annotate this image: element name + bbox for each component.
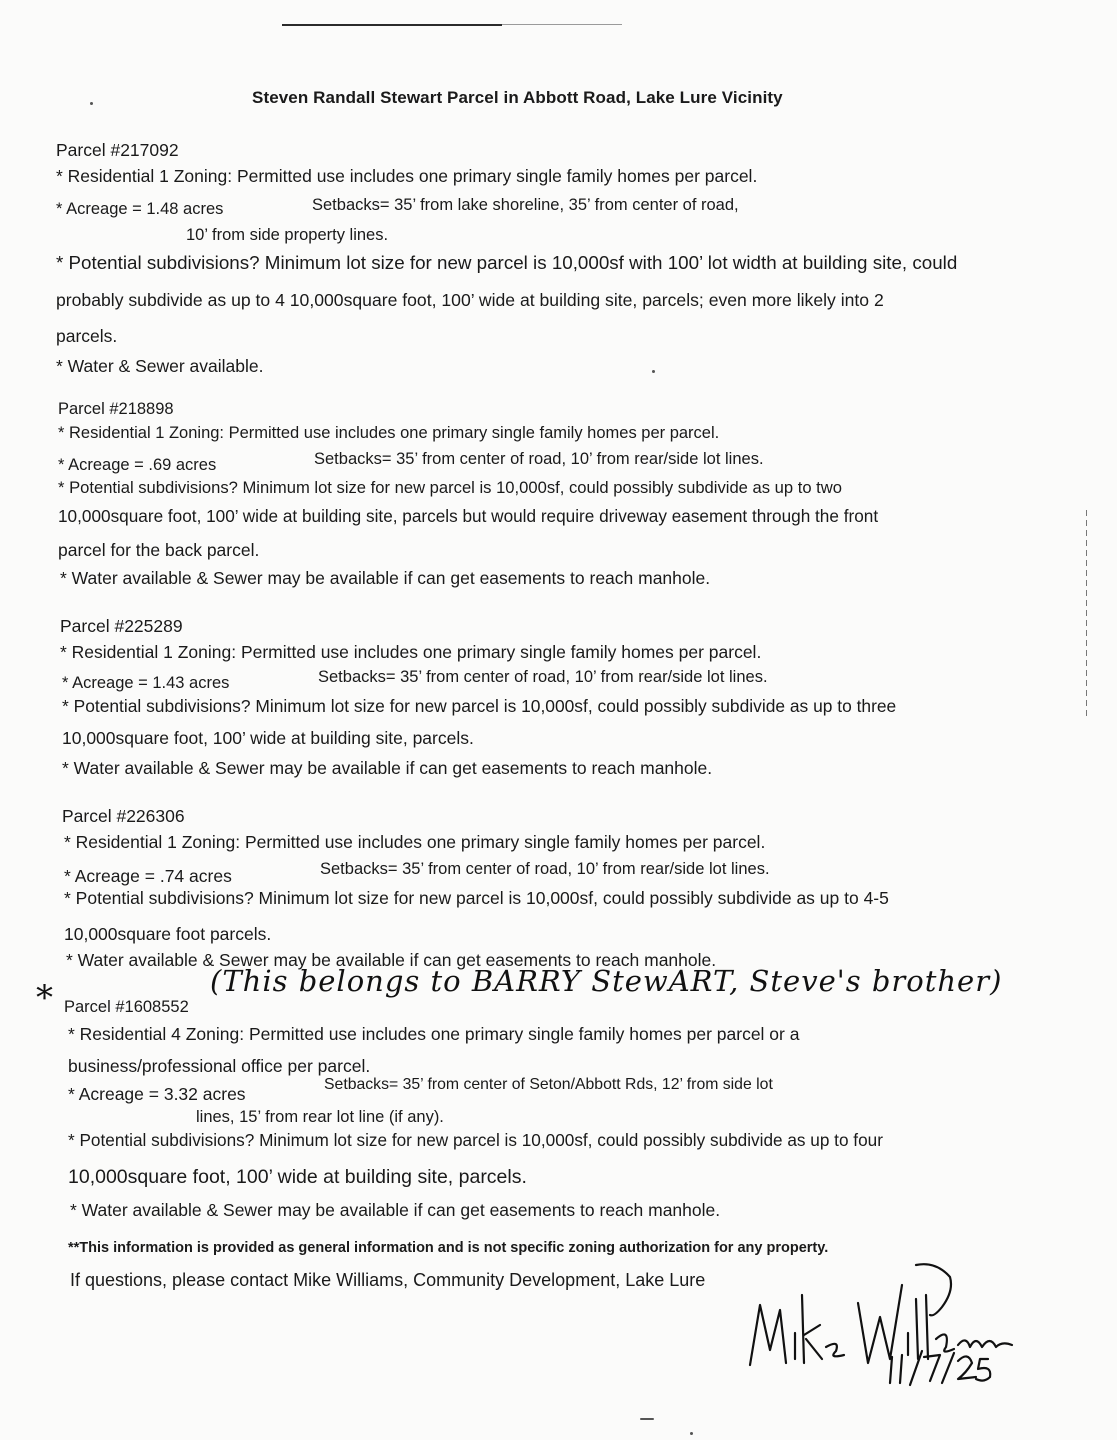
parcel-acreage: * Acreage = 1.43 acres — [62, 674, 230, 692]
parcel-zoning: * Residential 1 Zoning: Permitted use includes one primary single family homes per parcel. — [60, 642, 762, 662]
parcel-acreage: * Acreage = 3.32 acres — [68, 1084, 246, 1104]
parcel-utilities: * Water available & Sewer may be available if can get easements to reach manhole. — [70, 1200, 721, 1220]
parcel-setbacks: Setbacks= 35’ from center of Seton/Abbott Rds, 12’ from side lot — [324, 1076, 773, 1093]
parcel-acreage: * Acreage = .74 acres — [64, 866, 232, 886]
top-rule-faint — [502, 24, 622, 25]
parcel-setbacks: Setbacks= 35’ from center of road, 10’ from rear/side lot lines. — [314, 450, 764, 468]
disclaimer-text: **This information is provided as general information and is not specific zoning authorization for any property. — [68, 1240, 829, 1256]
parcel-heading: Parcel #1608552 — [64, 998, 189, 1016]
parcel-zoning: * Residential 1 Zoning: Permitted use includes one primary single family homes per parcel. — [58, 424, 720, 442]
parcel-setbacks: Setbacks= 35’ from center of road, 10’ from rear/side lot lines. — [320, 860, 770, 878]
parcel-utilities: * Water available & Sewer may be available if can get easements to reach manhole. — [62, 758, 713, 778]
parcel-subdivision-line-1: * Potential subdivisions? Minimum lot size for new parcel is 10,000sf, could possibly subdivide as up to three — [62, 696, 897, 716]
parcel-heading: Parcel #225289 — [60, 616, 183, 636]
parcel-subdivision-line-3: parcel for the back parcel. — [58, 540, 260, 560]
parcel-setbacks-continued: 10’ from side property lines. — [186, 226, 389, 244]
document-title: Steven Randall Stewart Parcel in Abbott Road, Lake Lure Vicinity — [252, 88, 783, 107]
parcel-zoning-line-2: business/professional office per parcel. — [68, 1056, 371, 1076]
parcel-subdivision-line-1: * Potential subdivisions? Minimum lot size for new parcel is 10,000sf, could possibly subdivide as up to four — [68, 1130, 883, 1150]
parcel-subdivision-line-2: 10,000square foot, 100’ wide at building site, parcels. — [62, 728, 474, 748]
parcel-acreage: * Acreage = 1.48 acres — [56, 200, 224, 218]
parcel-subdivision-line-1: * Potential subdivisions? Minimum lot size for new parcel is 10,000sf, could possibly subdivide as up to two — [58, 478, 842, 497]
parcel-subdivision-line-3: parcels. — [56, 326, 118, 346]
parcel-utilities: * Water & Sewer available. — [56, 356, 264, 376]
parcel-subdivision-line-2: 10,000square foot parcels. — [64, 924, 272, 944]
parcel-subdivision-line-2: probably subdivide as up to 4 10,000square foot, 100’ wide at building site, parcels; even more likely into 2 — [56, 290, 884, 310]
parcel-zoning: * Residential 1 Zoning: Permitted use includes one primary single family homes per parcel. — [56, 166, 758, 186]
contact-text: If questions, please contact Mike Williams, Community Development, Lake Lure — [70, 1270, 706, 1290]
scan-margin-line — [1086, 510, 1087, 720]
parcel-subdivision-line-2: 10,000square foot, 100’ wide at building site, parcels but would require driveway easement through the front — [58, 506, 879, 526]
top-rule — [282, 24, 502, 26]
scan-speck — [640, 1418, 654, 1420]
signature-image — [740, 1255, 1030, 1395]
parcel-heading: Parcel #218898 — [58, 400, 174, 418]
parcel-setbacks: Setbacks= 35’ from lake shoreline, 35’ from center of road, — [312, 196, 739, 214]
handwritten-note: (This belongs to BARRY StewART, Steve's brother) — [210, 964, 1003, 998]
parcel-utilities: * Water available & Sewer may be available if can get easements to reach manhole. — [60, 568, 711, 588]
parcel-setbacks: Setbacks= 35’ from center of road, 10’ from rear/side lot lines. — [318, 668, 768, 686]
parcel-acreage: * Acreage = .69 acres — [58, 456, 217, 474]
parcel-heading: Parcel #217092 — [56, 140, 179, 160]
parcel-subdivision-line-1: * Potential subdivisions? Minimum lot size for new parcel is 10,000sf, could possibly subdivide as up to 4-5 — [64, 888, 889, 908]
scan-speck — [652, 370, 655, 373]
parcel-heading: Parcel #226306 — [62, 806, 185, 826]
parcel-zoning: * Residential 1 Zoning: Permitted use includes one primary single family homes per parcel. — [64, 832, 766, 852]
parcel-utilities: * Water available & Sewer may be available if can get easements to reach manhole. — [66, 950, 717, 970]
parcel-zoning-line-1: * Residential 4 Zoning: Permitted use includes one primary single family homes per parcel or a — [68, 1024, 800, 1044]
parcel-subdivision-line-2: 10,000square foot, 100’ wide at building site, parcels. — [68, 1166, 527, 1188]
scan-speck — [690, 1432, 693, 1435]
parcel-setbacks-continued: lines, 15’ from rear lot line (if any). — [196, 1108, 444, 1126]
handwritten-star: * — [36, 978, 53, 1018]
parcel-subdivision-line-1: * Potential subdivisions? Minimum lot size for new parcel is 10,000sf with 100’ lot width at building site, could — [56, 252, 958, 273]
scan-speck — [90, 102, 93, 105]
